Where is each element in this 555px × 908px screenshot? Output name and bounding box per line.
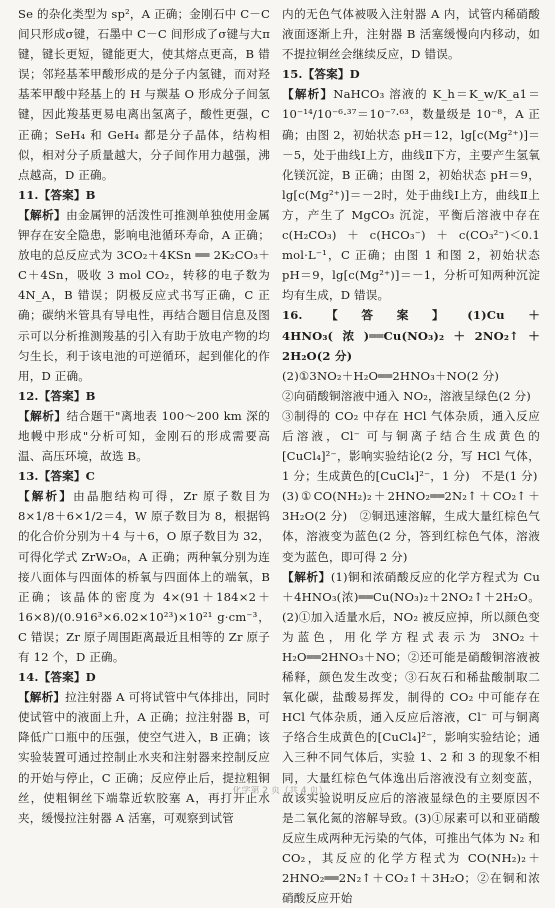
left-column — [18, 4, 270, 828]
paragraph-text: C — [85, 469, 95, 484]
analysis-label: 【解析】 — [18, 207, 67, 222]
analysis-label: 【解析】 — [18, 690, 66, 705]
analysis-paragraph — [18, 486, 270, 667]
answer-line — [18, 386, 270, 406]
answer-line — [18, 466, 270, 486]
paragraph-text: 由晶胞结构可得，Zr 原子数目为 8×1/8＋6×1/2＝4，W 原子数目为 8，根据钨的化合价分别为＋4 与＋6，O 原子数目为 32，可得化学式 ZrW₂O₈，A 正确；两种氧分别为连接八面体与四面体的桥氧与四面体上的端氧，B 正确；该晶体的密度为 4×(91＋184×2＋16×8)/(0.916³×6.02×10²³)×10²¹ g·cm⁻³，C 错误；Zr 原子周围距离最近且相等的 Zr 原子有 12 个，D 正确。 — [18, 489, 270, 664]
paragraph-text: 内的无色气体被吸入注射器 A 内，试管内稀硝酸液面逐渐上升，注射器 B 活塞缓慢向内移动，如不提拉铜丝会继续反应，D 错误。 — [282, 7, 540, 62]
text-paragraph — [282, 486, 540, 566]
analysis-label: 【解析】 — [282, 87, 334, 102]
answer-label: 12.【答案】 — [18, 388, 86, 403]
answer-line — [18, 185, 270, 205]
paragraph-text: 拉注射器 A 可将试管中气体排出，同时使试管中的液面上升，A 正确；拉注射器 B，可降低广口瓶中的压强，使空气进入，B 正确；该实验装置可通过控制止水夹和注射器来控制反应的开始与停止，C 正确；反应停止后，提拉粗铜丝，使粗铜丝下端靠近软胶塞 A，再打开止水夹，缓慢拉注射器 A 活塞，可观察到试管 — [18, 690, 270, 825]
answer-line — [282, 64, 540, 84]
paragraph-text: (3)①CO(NH₂)₂＋2HNO₂══2N₂↑＋CO₂↑＋3H₂O(2 分) ②铜迅速溶解，生成大量红棕色气体，溶液变为蓝色(2 分，答到红棕色气体，溶液变为蓝色，即可得 2 分) — [282, 489, 540, 564]
text-paragraph — [18, 4, 270, 185]
answer-line — [282, 305, 540, 365]
paragraph-text: 结合题干"离地表 100～200 km 深的地幔中形成"分析可知，金刚石的形成需要高温、高压环境，故选 B。 — [18, 408, 270, 464]
analysis-paragraph — [18, 406, 270, 466]
paragraph-text: B — [85, 187, 96, 202]
analysis-paragraph — [18, 205, 270, 386]
paragraph-text: B — [85, 388, 96, 403]
paragraph-text: Se 的杂化类型为 sp²，A 正确；金刚石中 C－C 间只形成σ键，石墨中 C－C 间形成了σ键与大π键，键长更短，键能更大，使其熔点更高，B 错误；邻羟基苯甲酸形成的是分子内氢键，而对羟基苯甲酸中羟基上的 H 与羰基 O 形成分子间氢键，因此羧基更易电离出氢离子，酸性更强，C 正确；SeH₄ 和 GeH₄ 都是分子晶体，结构相似，相对分子质量越大，分子间作用力越强，沸点越高，D 正确。 — [18, 7, 270, 182]
paragraph-text: (1)Cu＋4HNO₃(浓)══Cu(NO₃)₂＋2NO₂↑＋2H₂O(2 分) — [282, 308, 540, 363]
page-footer: 化学第 2 页（共 4 页） — [232, 786, 328, 796]
answer-label: 14.【答案】 — [18, 670, 86, 685]
answer-line — [18, 667, 270, 687]
paragraph-text: ②向硝酸铜溶液中通入 NO₂，溶液呈绿色(2 分) — [282, 388, 531, 403]
text-paragraph — [282, 406, 540, 486]
analysis-paragraph — [18, 687, 270, 828]
analysis-paragraph — [282, 567, 540, 908]
answer-label: 11.【答案】 — [18, 187, 86, 202]
analysis-paragraph — [282, 84, 540, 305]
paragraph-text: D — [85, 670, 96, 685]
text-paragraph — [282, 386, 540, 406]
text-paragraph — [282, 4, 540, 64]
paragraph-text: (2)①3NO₂＋H₂O══2HNO₃＋NO(2 分) — [282, 368, 500, 383]
answer-label: 15.【答案】 — [282, 67, 350, 82]
answer-label: 16.【答案】 — [282, 308, 468, 323]
analysis-label: 【解析】 — [282, 569, 331, 584]
text-paragraph — [282, 366, 540, 386]
paragraph-text: D — [349, 67, 360, 82]
paragraph-text: 由金属钾的活泼性可推测单独使用金属钾存在安全隐患，影响电池循环寿命，A 正确；放电的总反应式为 3CO₂＋4KSn ══ 2K₂CO₃＋C＋4Sn，吸收 3 mol CO₂，转移的电子数为 4N_A，B 错误；阴极反应式书写正确，C 正确；碳纳米管具有导电性，再结合题目信息及图示可以分析推测羧基的引入有助于放电产物的均匀生长，利于该电池的可逆循环，起到催化的作用，D 正确。 — [18, 207, 270, 383]
paragraph-text: (1)铜和浓硝酸反应的化学方程式为 Cu＋4HNO₃(浓)══Cu(NO₃)₂＋2NO₂↑＋2H₂O。(2)①加入适量水后，NO₂ 被反应掉，所以颜色变为蓝色，用化学方程式表示为 3NO₂＋H₂O══2HNO₃＋NO；②还可能是硝酸铜溶液被稀释，颜色发生改变；③石灰石和稀盐酸制取二氧化碳，盐酸易挥发，制得的 CO₂ 中可能存在 HCl 气体杂质，通入反应后溶液，Cl⁻ 可与铜离子络合生成黄色的[CuCl₄]²⁻，影响实验结论；通入三种不同气体后，实验 1、2 和 3 的现象不相同，大量红棕色气体逸出后溶液没有立刻变蓝，故该实验说明反应后的溶液显绿色的主要原因不是二氧化氮的溶解导致。(3)①尿素可以和亚硝酸反应生成两种无污染的气体，可推出气体为 N₂ 和 CO₂，其反应的化学方程式为 CO(NH₂)₂＋2HNO₂══2N₂↑＋CO₂↑＋3H₂O；②在铜和浓硝酸反应开始 — [282, 569, 540, 906]
paragraph-text: NaHCO₃ 溶液的 K_h＝K_w/K_a1＝10⁻¹⁴/10⁻⁶·³⁷＝10⁻⁷·⁶³，数量级是 10⁻⁸，A 正确；由图 2，初始状态 pH＝12，lg[c(Mg²⁺)]＝－5，处于曲线Ⅰ上方，曲线Ⅱ下方，主要产生氢氧化镁沉淀，B 正确；由图 2，初始状态 pH＝9，lg[c(Mg²⁺)]＝－2时，处于曲线Ⅰ上方，曲线Ⅱ上方，产生了 MgCO₃ 沉淀，平衡后溶液中存在 c(H₂CO₃)＋c(HCO₃⁻)＋c(CO₃²⁻)＜0.1 mol·L⁻¹，C 正确；由图 1 和图 2，初始状态 pH＝9，lg[c(Mg²⁺)]＝－1，分析可知两种沉淀均有生成，D 错误。 — [282, 87, 541, 303]
analysis-label: 【解析】 — [18, 489, 74, 504]
answer-label: 13.【答案】 — [18, 469, 86, 484]
right-column — [282, 4, 540, 908]
paragraph-text: ③制得的 CO₂ 中存在 HCl 气体杂质，通入反应后溶液，Cl⁻ 可与铜离子结合生成黄色的 [CuCl₄]²⁻，影响实验结论(2 分，写 HCl 气体，1 分；生成黄色的[CuCl₄]²⁻，1 分) 不是(1 分) — [282, 408, 540, 484]
analysis-label: 【解析】 — [18, 408, 67, 423]
